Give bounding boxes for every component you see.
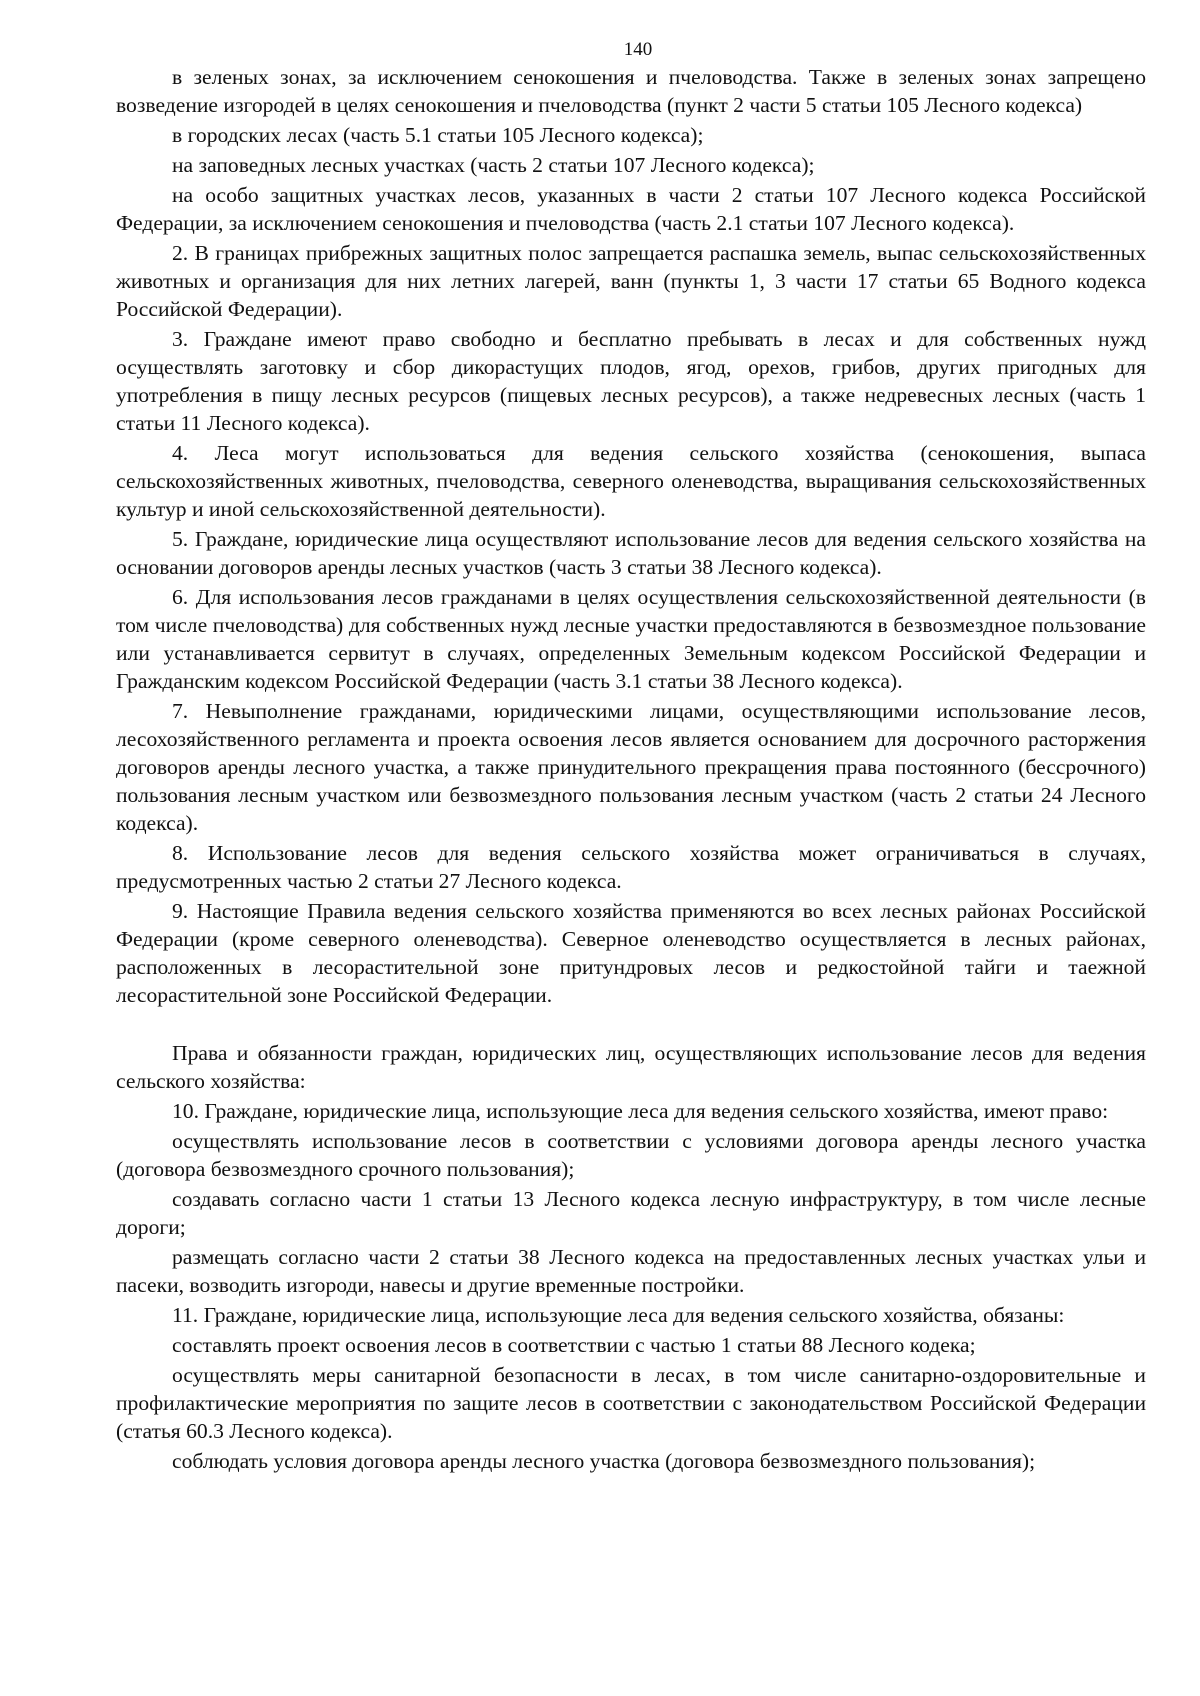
paragraph: создавать согласно части 1 статьи 13 Лесного кодекса лесную инфраструктуру, в том числе лесные дороги; xyxy=(116,1187,1146,1239)
paragraph: 3. Граждане имеют право свободно и бесплатно пребывать в лесах и для собственных нужд осуществлять заготовку и сбор дикорастущих плодов, ягод, орехов, грибов, других пригодных для употребления в пищу лесных ресурсов (пищевых лесных ресурсов), а также недревесных лесных (часть 1 статьи 11 Лесного кодекса). xyxy=(116,327,1146,435)
section-top xyxy=(116,63,1146,1009)
section-rights-duties xyxy=(116,1039,1146,1475)
paragraph: 9. Настоящие Правила ведения сельского хозяйства применяются во всех лесных районах Российской Федерации (кроме северного оленеводства). Северное оленеводство осуществляется в лесных районах, расположенных в лесорастительной зоне притундровых лесов и редкостойной тайги и таежной лесорастительной зоне Российской Федерации. xyxy=(116,899,1146,1007)
paragraph: составлять проект освоения лесов в соответствии с частью 1 статьи 88 Лесного кодека; xyxy=(172,1333,976,1357)
paragraph: 5. Граждане, юридические лица осуществляют использование лесов для ведения сельского хозяйства на основании договоров аренды лесных участков (часть 3 статьи 38 Лесного кодекса). xyxy=(116,527,1146,579)
paragraph: размещать согласно части 2 статьи 38 Лесного кодекса на предоставленных лесных участках ульи и пасеки, возводить изгороди, навесы и другие временные постройки. xyxy=(116,1245,1146,1297)
paragraph: соблюдать условия договора аренды лесного участка (договора безвозмездного пользования); xyxy=(172,1449,1036,1473)
section-spacer xyxy=(116,1011,1146,1039)
section-heading: Права и обязанности граждан, юридических лиц, осуществляющих использование лесов для ведения сельского хозяйства: xyxy=(116,1041,1146,1093)
page-number: 140 xyxy=(623,39,653,60)
paragraph: осуществлять использование лесов в соответствии с условиями договора аренды лесного участка (договора безвозмездного срочного пользования); xyxy=(116,1129,1146,1181)
paragraph: 4. Леса могут использоваться для ведения сельского хозяйства (сенокошения, выпаса сельскохозяйственных животных, пчеловодства, северного оленеводства, выращивания сельскохозяйственных культур и иной сельскохозяйственной деятельности). xyxy=(116,441,1146,521)
paragraph: на заповедных лесных участках (часть 2 статьи 107 Лесного кодекса); xyxy=(172,153,815,177)
paragraph: 7. Невыполнение гражданами, юридическими лицами, осуществляющими использование лесов, лесохозяйственного регламента и проекта освоения лесов является основанием для досрочного расторжения договоров аренды лесного участка, а также принудительного прекращения права постоянного (бессрочного) пользования лесным участком или безвозмездного пользования лесным участком (часть 2 статьи 24 Лесного кодекса). xyxy=(116,699,1146,835)
paragraph: на особо защитных участках лесов, указанных в части 2 статьи 107 Лесного кодекса Российской Федерации, за исключением сенокошения и пчеловодства (часть 2.1 статьи 107 Лесного кодекса). xyxy=(116,183,1146,235)
paragraph: 11. Граждане, юридические лица, использующие леса для ведения сельского хозяйства, обязаны: xyxy=(172,1303,1065,1327)
paragraph: в зеленых зонах, за исключением сенокошения и пчеловодства. Также в зеленых зонах запрещено возведение изгородей в целях сенокошения и пчеловодства (пункт 2 части 5 статьи 105 Лесного кодекса) xyxy=(116,65,1146,117)
paragraph: 2. В границах прибрежных защитных полос запрещается распашка земель, выпас сельскохозяйственных животных и организация для них летних лагерей, ванн (пункты 1, 3 части 17 статьи 65 Водного кодекса Российской Федерации). xyxy=(116,241,1146,321)
paragraph: в городских лесах (часть 5.1 статьи 105 Лесного кодекса); xyxy=(172,123,704,147)
paragraph: 10. Граждане, юридические лица, использующие леса для ведения сельского хозяйства, имеют право: xyxy=(172,1099,1109,1123)
paragraph: осуществлять меры санитарной безопасности в лесах, в том числе санитарно-оздоровительные и профилактические мероприятия по защите лесов в соответствии с законодательством Российской Федерации (статья 60.3 Лесного кодекса). xyxy=(116,1363,1146,1443)
paragraph: 6. Для использования лесов гражданами в целях осуществления сельскохозяйственной деятельности (в том числе пчеловодства) для собственных нужд лесные участки предоставляются в безвозмездное пользование или устанавливается сервитут в случаях, определенных Земельным кодексом Российской Федерации и Гражданским кодексом Российской Федерации (часть 3.1 статьи 38 Лесного кодекса). xyxy=(116,585,1146,693)
paragraph: 8. Использование лесов для ведения сельского хозяйства может ограничиваться в случаях, предусмотренных частью 2 статьи 27 Лесного кодекса. xyxy=(116,841,1146,893)
